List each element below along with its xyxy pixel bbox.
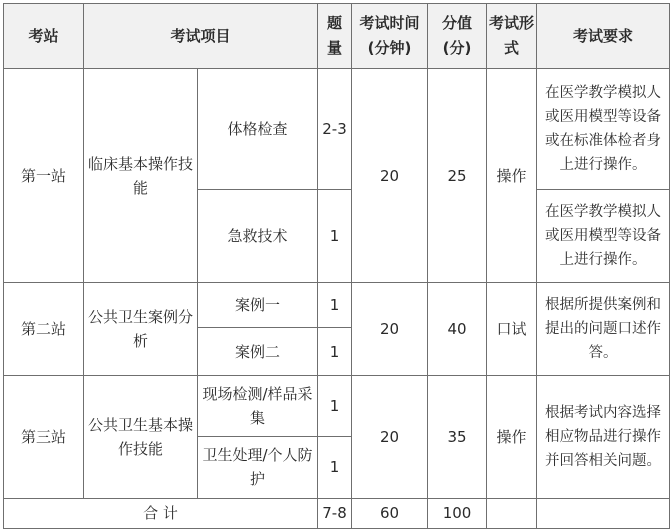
station-name: 第二站 [4,283,84,376]
total-count: 7-8 [318,498,352,528]
total-time: 60 [352,498,428,528]
total-row [4,498,670,528]
subitem-count: 1 [318,376,352,436]
header-items: 考试项目 [84,4,318,69]
subitem-name: 案例二 [198,328,318,376]
subitem-count: 2-3 [318,69,352,189]
header-count: 题量 [318,4,352,69]
table-row [4,69,670,189]
header-form-line1: 考试形 [489,14,535,33]
station-form: 口试 [487,283,537,376]
subitem-count: 1 [318,283,352,328]
total-form [487,498,537,528]
header-time-line2: (分钟) [367,39,412,58]
subitem-requirement: 在医学教学模拟人或医用模型等设备或在标准体检者身上进行操作。 [537,69,670,189]
table-row [4,283,670,328]
subitem-requirement: 在医学教学模拟人或医用模型等设备上进行操作。 [537,189,670,282]
station-category: 公共卫生基本操作技能 [84,376,198,498]
subitem-name: 现场检测/样品采集 [198,376,318,436]
subitem-name: 案例一 [198,283,318,328]
subitem-name: 卫生处理/个人防护 [198,436,318,498]
subitem-count: 1 [318,436,352,498]
header-score [428,4,487,69]
station-requirement: 根据所提供案例和提出的问题口述作答。 [537,283,670,376]
station-time: 20 [352,69,428,283]
subitem-name: 体格检查 [198,69,318,189]
header-time-line1: 考试时间 [359,14,420,33]
station-score: 25 [428,69,487,283]
header-row [4,4,670,69]
header-station: 考站 [4,4,84,69]
subitem-name: 急救技术 [198,189,318,282]
station-requirement: 根据考试内容选择相应物品进行操作并回答相关问题。 [537,376,670,498]
station-time: 20 [352,376,428,498]
total-score: 100 [428,498,487,528]
station-score: 35 [428,376,487,498]
total-requirement [537,498,670,528]
station-category: 公共卫生案例分析 [84,283,198,376]
subitem-count: 1 [318,189,352,282]
station-score: 40 [428,283,487,376]
table-row [4,376,670,436]
header-time [352,4,428,69]
header-requirement: 考试要求 [537,4,670,69]
station-category: 临床基本操作技能 [84,69,198,283]
header-score-line2: (分) [442,39,472,58]
station-time: 20 [352,283,428,376]
station-form: 操作 [487,376,537,498]
header-score-line1: 分值 [442,14,473,33]
subitem-count: 1 [318,328,352,376]
exam-table [3,3,670,529]
station-name: 第三站 [4,376,84,498]
header-form-line2: 式 [504,39,520,58]
station-form: 操作 [487,69,537,283]
total-label: 合 计 [4,498,318,528]
station-name: 第一站 [4,69,84,283]
header-form [487,4,537,69]
